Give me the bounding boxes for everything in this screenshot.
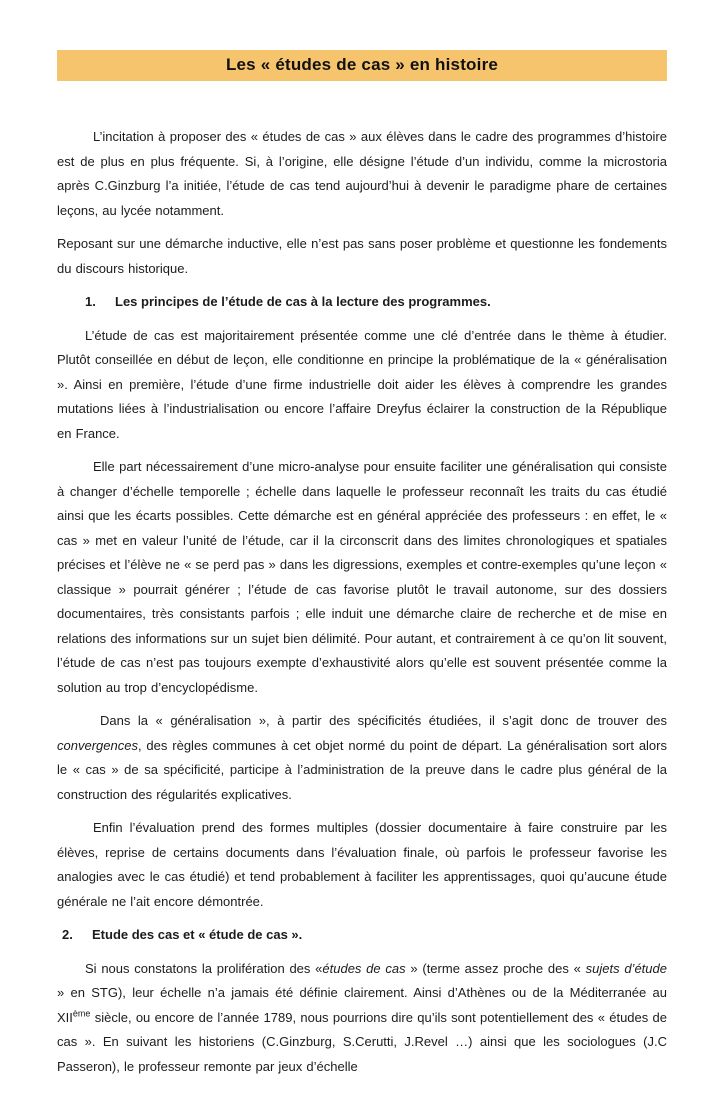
text-run: convergences: [57, 737, 138, 753]
paragraph: [57, 455, 667, 700]
page-title: Les « études de cas » en histoire: [225, 55, 499, 74]
text-run: Dans la « généralisation », à partir des spécificités étudiées, il s’agit donc de trouver des: [100, 713, 667, 728]
heading-text: Etude des cas et « étude de cas ».: [92, 927, 303, 942]
section-heading: [57, 923, 667, 948]
text-run: Enfin l’évaluation prend des formes multiples (dossier documentaire à faire construire par les élèves, reprise de certains documents dans l’évaluation finale, où parfois le professeur favorise les analogies avec le cas étudié) et tend probablement à faciliter les apprentissages, quoi qu’aucune étude générale ne l’ait encore démontrée.: [57, 820, 667, 909]
text-run: études de cas: [322, 960, 406, 976]
text-run: Si nous constatons la prolifération des «: [85, 960, 323, 976]
text-run: Elle part nécessairement d’une micro-analyse pour ensuite faciliter une généralisation qui consiste à changer d’échelle temporelle ; échelle dans laquelle le professeur reconnaît les traits du cas étudié ainsi que les écarts possibles. Cette démarche est en général appréciée des professeurs : en effet, le « cas » met en valeur l’unité de l’étude, car il la circonscrit dans des limites chronologiques et spatiales précises et l’élève ne « se perd pas » dans les digressions, exemples et contre-exemples qu’une leçon « classique » pourrait générer ; l’étude de cas favorise plutôt le travail autonome, sur des dossiers documentaires, très consistants parfois ; elle induit une démarche claire de recherche et de mise en relations des informations sur un sujet bien délimité. Pour autant, et contrairement à ce qu’on lit souvent, l’étude de cas n’est pas toujours exempte d’exhaustivité alors qu’elle est souvent présentée comme la solution au trop d’encyclopédisme.: [57, 459, 667, 695]
heading-number: 1.: [85, 294, 96, 309]
title-band: [57, 50, 667, 81]
paragraph: [57, 709, 667, 807]
text-run: ème: [72, 1008, 91, 1019]
paragraph: [57, 125, 667, 223]
paragraph: [57, 232, 667, 281]
text-run: Reposant sur une démarche inductive, elle n’est pas sans poser problème et questionne les fondements du discours historique.: [57, 236, 667, 276]
heading-text: Les principes de l’étude de cas à la lecture des programmes.: [115, 294, 491, 309]
text-run: L’étude de cas est majoritairement présentée comme une clé d’entrée dans le thème à étudier. Plutôt conseillée en début de leçon, elle conditionne en principe la problématique de la « généralisation ». Ainsi en première, l’étude d’une firme industrielle doit aider les élèves à comprendre les grandes mutations liées à l’industrialisation ou encore l’affaire Dreyfus éclairer la construction de la République en France.: [57, 327, 667, 441]
heading-number: 2.: [62, 927, 73, 942]
paragraph: [57, 957, 667, 1080]
text-run: L’incitation à proposer des « études de cas » aux élèves dans le cadre des programmes d’histoire est de plus en plus fréquente. Si, à l’origine, elle désigne l’étude d’un individu, comme la microstoria après C.Ginzburg l’a initiée, l’étude de cas tend aujourd’hui à devenir le paradigme phare de certaines leçons, au lycée notamment.: [57, 129, 667, 218]
text-run: sujets d’étude: [585, 960, 667, 976]
text-run: , des règles communes à cet objet normé du point de départ. La généralisation sort alors le « cas » de sa spécificité, participe à l’administration de la preuve dans le cadre plus général de la construction des régularités explicatives.: [57, 737, 667, 802]
paragraph: [57, 324, 667, 447]
text-run: siècle, ou encore de l’année 1789, nous pourrions dire qu’ils sont potentiellement des « études de cas ». En suivant les historiens (C.Ginzburg, S.Cerutti, J.Revel …) ainsi que les sociologues (J.C Passeron), le professeur remonte par jeux d’échelle: [57, 1009, 667, 1074]
document-body: [57, 125, 667, 1079]
text-run: » (terme assez proche des «: [405, 960, 586, 976]
text-run: » en STG), leur échelle n’a jamais été définie clairement. Ainsi d’Athènes ou de la Méditerranée au XII: [57, 985, 667, 1025]
section-heading: [57, 290, 667, 315]
paragraph: [57, 816, 667, 914]
